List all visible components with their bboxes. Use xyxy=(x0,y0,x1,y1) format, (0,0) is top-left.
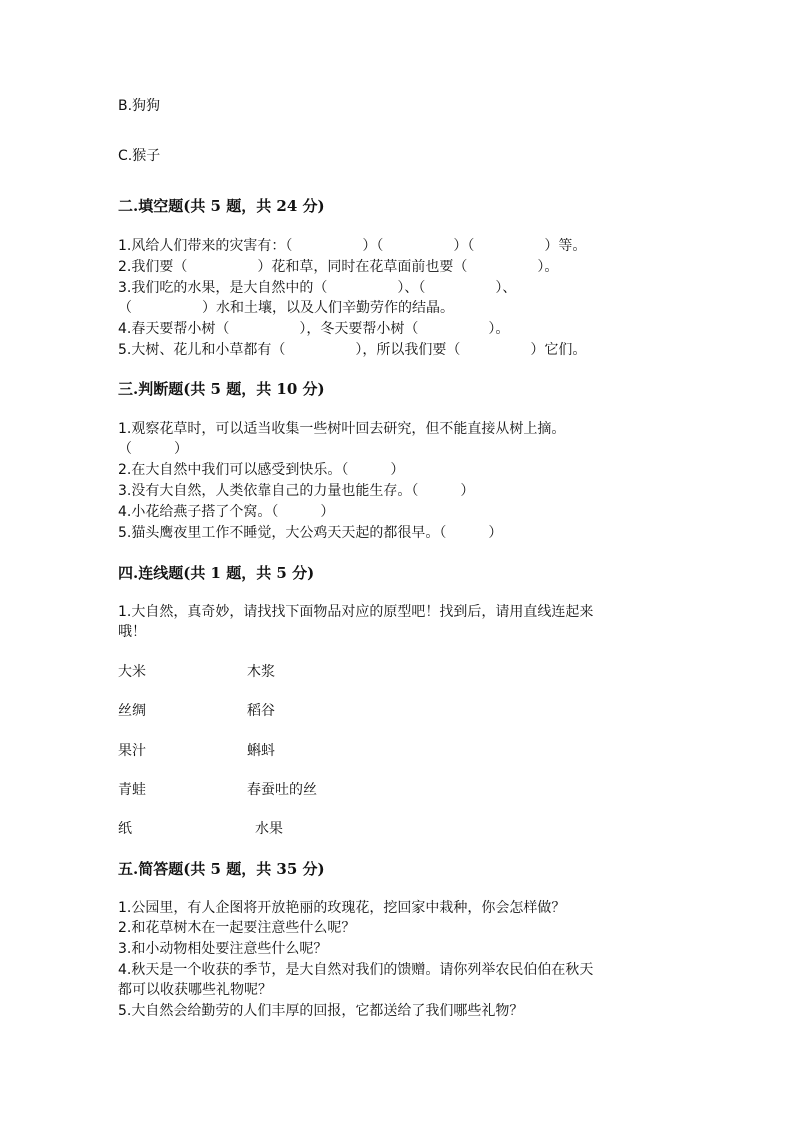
judge-question-2: 2.在大自然中我们可以感受到快乐。（ ） xyxy=(118,462,405,478)
match-left-item: 丝绸 xyxy=(118,703,146,719)
judge-question-4: 4.小花给燕子搭了个窝。（ ） xyxy=(118,504,335,520)
section5-heading: 五.简答题(共 5 题，共 35 分) xyxy=(118,860,325,878)
section2-heading: 二.填空题(共 5 题，共 24 分) xyxy=(118,197,325,215)
option-c: C.猴子 xyxy=(118,148,161,164)
match-question-line-2: 哦！ xyxy=(118,624,146,640)
judge-question-5: 5.猫头鹰夜里工作不睡觉，大公鸡天天起的都很早。（ ） xyxy=(118,525,503,541)
short-answer-question-1: 1.公园里，有人企图将开放艳丽的玫瑰花，挖回家中栽种，你会怎样做？ xyxy=(118,900,566,916)
judge-question-3: 3.没有大自然，人类依靠自己的力量也能生存。（ ） xyxy=(118,483,475,499)
fill-question-2: 2.我们要（ ）花和草，同时在花草面前也要（ ）。 xyxy=(118,259,559,275)
fill-question-5: 5.大树、花儿和小草都有（ ），所以我们要（ ）它们。 xyxy=(118,342,587,358)
short-answer-question-4-cont: 都可以收获哪些礼物呢？ xyxy=(118,982,272,998)
fill-question-3-cont: （ ）水和土壤，以及人们辛勤劳作的结晶。 xyxy=(118,300,454,316)
judge-question-1: 1.观察花草时，可以适当收集一些树叶回去研究，但不能直接从树上摘。 xyxy=(118,421,566,437)
match-right-item: 蝌蚪 xyxy=(247,743,275,759)
section3-heading: 三.判断题(共 5 题，共 10 分) xyxy=(118,380,325,398)
match-left-item: 纸 xyxy=(118,821,132,837)
match-right-item: 木浆 xyxy=(247,664,275,680)
match-left-item: 果汁 xyxy=(118,743,146,759)
short-answer-question-3: 3.和小动物相处要注意些什么呢？ xyxy=(118,941,328,957)
match-question-line-1: 1.大自然，真奇妙，请找找下面物品对应的原型吧！找到后，请用直线连起来 xyxy=(118,604,594,620)
option-b: B.狗狗 xyxy=(118,98,161,114)
match-right-item: 水果 xyxy=(255,821,283,837)
short-answer-question-5: 5.大自然会给勤劳的人们丰厚的回报，它都送给了我们哪些礼物？ xyxy=(118,1003,524,1019)
fill-question-3: 3.我们吃的水果，是大自然中的（ ）、（ ）、 xyxy=(118,280,517,296)
match-right-item: 春蚕吐的丝 xyxy=(247,782,317,798)
short-answer-question-2: 2.和花草树木在一起要注意些什么呢？ xyxy=(118,920,356,936)
fill-question-4: 4.春天要帮小树（ ），冬天要帮小树（ ）。 xyxy=(118,321,510,337)
match-left-item: 青蛙 xyxy=(118,782,146,798)
fill-question-1: 1.风给人们带来的灾害有：（ ）（ ）（ ）等。 xyxy=(118,238,587,254)
section4-heading: 四.连线题(共 1 题，共 5 分) xyxy=(118,564,315,582)
short-answer-question-4: 4.秋天是一个收获的季节，是大自然对我们的馈赠。请你列举农民伯伯在秋天 xyxy=(118,962,594,978)
match-left-item: 大米 xyxy=(118,664,146,680)
judge-question-1-bracket: （ ） xyxy=(118,441,188,457)
match-right-item: 稻谷 xyxy=(247,703,275,719)
